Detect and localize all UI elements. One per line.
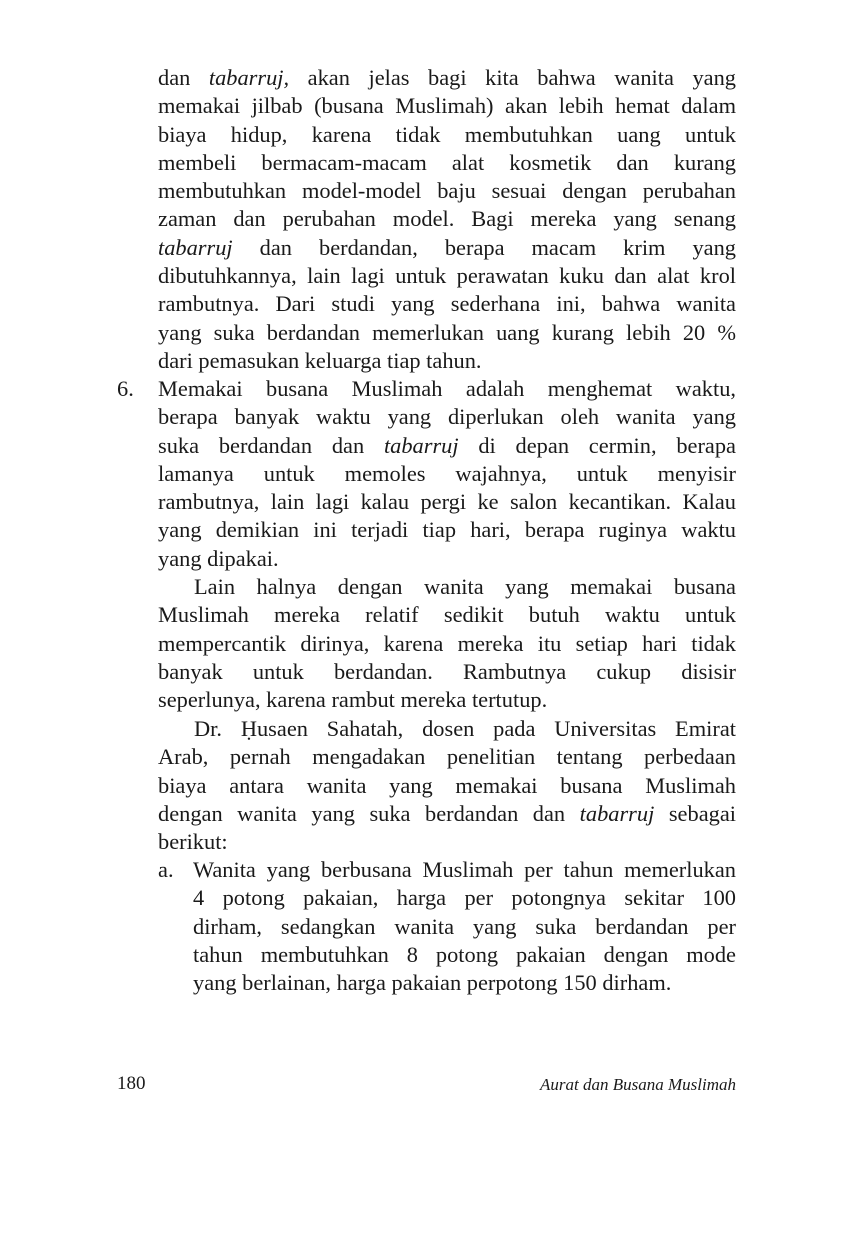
- text-line: tabarruj dan berdandan, berapa macam krim yang: [158, 234, 736, 260]
- text-line: yang berlainan, harga pakaian perpotong 150 dirham.: [193, 970, 672, 996]
- text-line: dan tabarruj, akan jelas bagi kita bahwa wanita yang: [158, 65, 736, 90]
- text-line: dirham, sedangkan wanita yang suka berdandan per: [193, 913, 736, 939]
- text-line: rambutnya, lain lagi kalau pergi ke salon kecantikan. Kalau: [158, 489, 736, 515]
- text-line: zaman dan perubahan model. Bagi mereka yang senang: [158, 206, 736, 232]
- text-line: berikut:: [158, 829, 228, 855]
- text-line: lamanya untuk memoles wajahnya, untuk menyisir: [158, 460, 736, 486]
- paragraph-continued: [158, 64, 736, 375]
- text-line: Dr. Ḥusaen Sahatah, dosen pada Universitas Emirat: [194, 716, 736, 741]
- text-line: Lain halnya dengan wanita yang memakai busana: [194, 574, 736, 599]
- text-line: biaya antara wanita yang memakai busana Muslimah: [158, 772, 736, 798]
- text-line: yang dipakai.: [158, 545, 279, 571]
- text-line: Arab, pernah mengadakan penelitian tentang perbedaan: [158, 744, 736, 770]
- text-line: Muslimah mereka relatif sedikit butuh waktu untuk: [158, 602, 736, 628]
- sub-item-label-a: a.: [158, 857, 174, 882]
- text-line: mempercantik dirinya, karena mereka itu setiap hari tidak: [158, 630, 736, 656]
- text-line: Memakai busana Muslimah adalah menghemat waktu,: [158, 376, 736, 401]
- text-line: dibutuhkannya, lain lagi untuk perawatan kuku dan alat krol: [158, 263, 736, 289]
- text-line: dengan wanita yang suka berdandan dan tabarruj sebagai: [158, 800, 736, 826]
- text-line: Wanita yang berbusana Muslimah per tahun memerlukan: [193, 857, 736, 882]
- page-number: 180: [117, 1073, 146, 1094]
- text-line: yang demikian ini terjadi tiap hari, berapa ruginya waktu: [158, 517, 736, 543]
- italic-term: tabarruj: [158, 234, 233, 260]
- text-line: dari pemasukan keluarga tiap tahun.: [158, 347, 482, 373]
- text-line: tahun membutuhkan 8 potong pakaian dengan mode: [193, 941, 736, 967]
- paragraph-lain-halnya: [158, 573, 736, 714]
- text-line: banyak untuk berdandan. Rambutnya cukup disisir: [158, 658, 736, 684]
- text-line: membutuhkan model-model baju sesuai dengan perubahan: [158, 178, 736, 204]
- text-line: suka berdandan dan tabarruj di depan cermin, berapa: [158, 432, 736, 458]
- list-number-6: 6.: [117, 376, 134, 401]
- italic-term: tabarruj,: [208, 65, 290, 90]
- text-line: yang suka berdandan memerlukan uang kurang lebih 20 %: [158, 319, 736, 345]
- text-line: rambutnya. Dari studi yang sederhana ini, bahwa wanita: [158, 291, 736, 317]
- text-line: memakai jilbab (busana Muslimah) akan lebih hemat dalam: [158, 93, 736, 119]
- paragraph-dr-husaen: [158, 715, 736, 856]
- text-line: membeli bermacam-macam alat kosmetik dan kurang: [158, 149, 736, 175]
- text-line: biaya hidup, karena tidak membutuhkan uang untuk: [158, 121, 736, 147]
- text-line: seperlunya, karena rambut mereka tertutup.: [158, 687, 548, 713]
- running-footer-title: Aurat dan Busana Muslimah: [540, 1075, 736, 1094]
- text-line: 4 potong pakaian, harga per potongnya sekitar 100: [193, 885, 736, 911]
- italic-term: tabarruj: [579, 800, 655, 826]
- italic-term: tabarruj: [383, 432, 459, 458]
- text-line: berapa banyak waktu yang diperlukan oleh wanita yang: [158, 404, 736, 430]
- sub-item-a-text: [193, 856, 736, 997]
- list-item-6-text: [158, 375, 736, 573]
